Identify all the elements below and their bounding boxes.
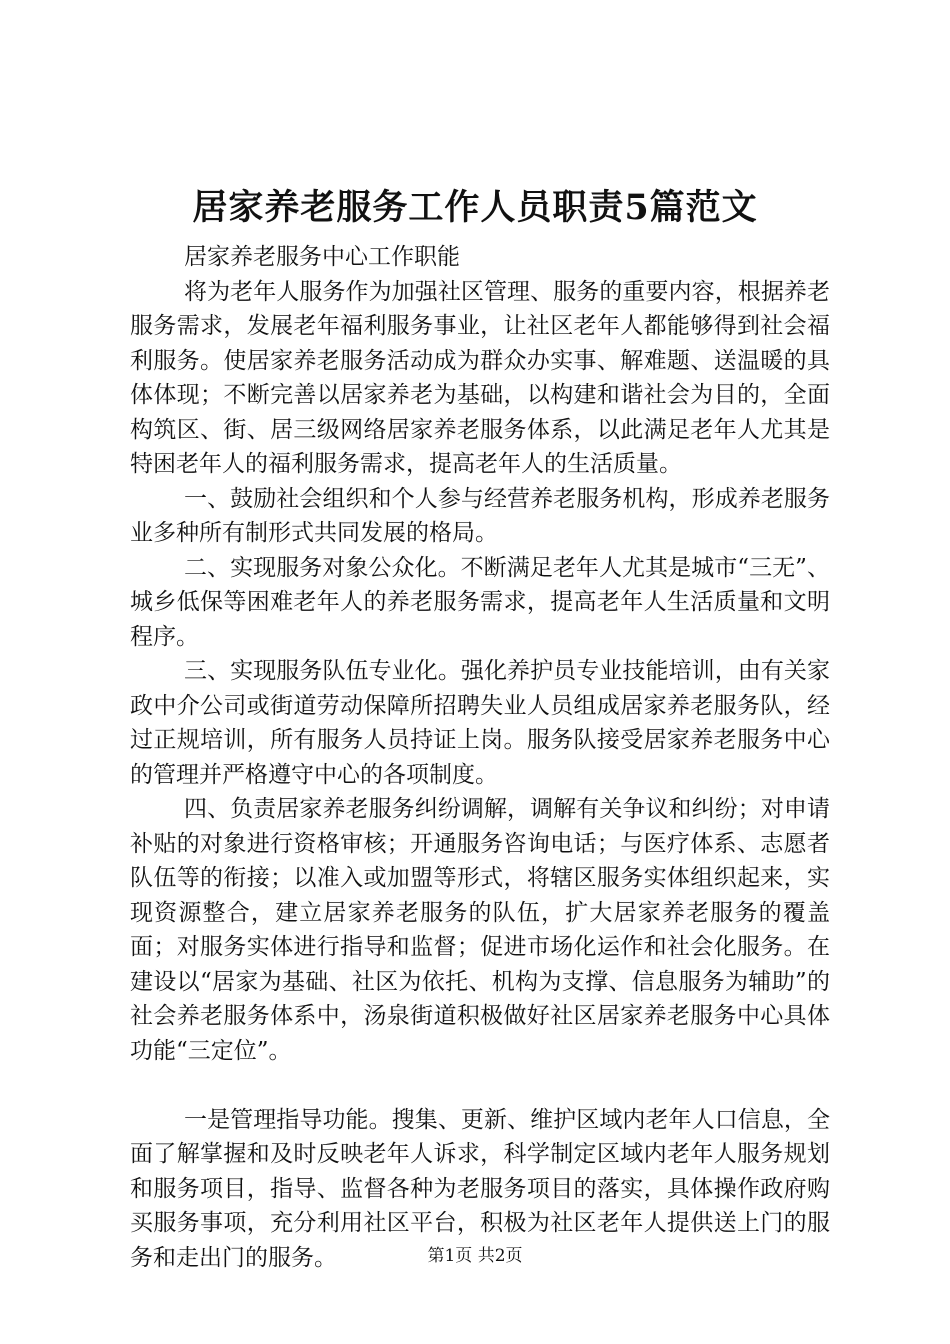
page-number-footer: 第1页 共2页 xyxy=(427,1246,523,1266)
document-body xyxy=(130,240,830,1275)
paragraph-function-1: 一是管理指导功能。搜集、更新、维护区域内老年人口信息，全面了解掌握和及时反映老年人诉求，科学制定区域内老年人服务规划和服务项目，指导、监督各种为老服务项目的落实，具体操作政府购买服务事项，充分利用社区平台，积极为社区老年人提供送上门的服务和走出门的服务。 xyxy=(130,1106,830,1271)
paragraph-item-4: 四、负责居家养老服务纠纷调解，调解有关争议和纠纷；对申请补贴的对象进行资格审核；开通服务咨询电话；与医疗体系、志愿者队伍等的衔接；以准入或加盟等形式，将辖区服务实体组织起来，实现资源整合，建立居家养老服务的队伍，扩大居家养老服务的覆盖面；对服务实体进行指导和监督；促进市场化运作和社会化服务。在建设以“居家为基础、社区为依托、机构为支撑、信息服务为辅助”的社会养老服务体系中，汤泉街道积极做好社区居家养老服务中心具体功能“三定位”。 xyxy=(130,796,830,1064)
section-subheading: 居家养老服务中心工作职能 xyxy=(184,244,460,270)
paragraph-item-2: 二、实现服务对象公众化。不断满足老年人尤其是城市“三无”、城乡低保等困难老年人的养老服务需求，提高老年人生活质量和文明程序。 xyxy=(130,554,830,650)
paragraph-intro: 将为老年人服务作为加强社区管理、服务的重要内容，根据养老服务需求，发展老年福利服务事业，让社区老年人都能够得到社会福利服务。使居家养老服务活动成为群众办实事、解难题、送温暖的具体体现；不断完善以居家养老为基础，以构建和谐社会为目的，全面构筑区、街、居三级网络居家养老服务体系，以此满足老年人尤其是特困老年人的福利服务需求，提高老年人的生活质量。 xyxy=(130,278,830,477)
paragraph-item-3: 三、实现服务队伍专业化。强化养护员专业技能培训，由有关家政中介公司或街道劳动保障所招聘失业人员组成居家养老服务队，经过正规培训，所有服务人员持证上岗。服务队接受居家养老服务中心的管理并严格遵守中心的各项制度。 xyxy=(130,658,830,788)
paragraph-item-1: 一、鼓励社会组织和个人参与经营养老服务机构，形成养老服务业多种所有制形式共同发展的格局。 xyxy=(130,485,830,546)
document-title: 居家养老服务工作人员职责5篇范文 xyxy=(192,187,758,228)
